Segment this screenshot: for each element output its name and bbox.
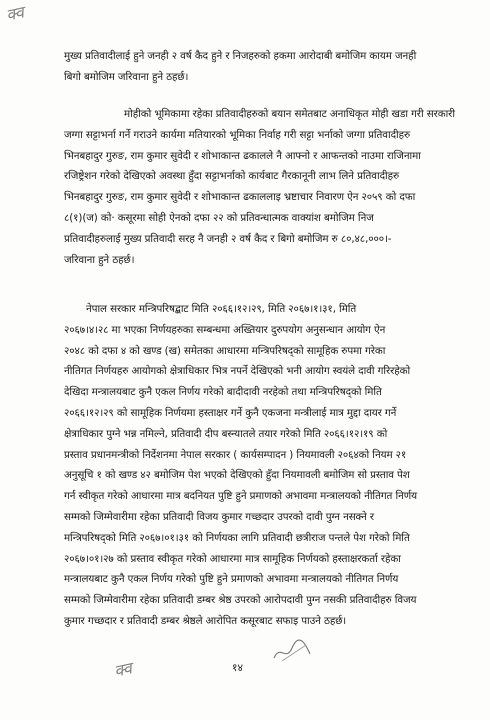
page-number: १४ [232,662,243,674]
text-line: क्षेत्राधिकार पुग्ने भन्न नमिल्ने, प्रतिवादी दीप बस्न्यातले तयार गरेको मिति २०६६।१२।१९ को [64,427,388,440]
text-line: अनुसूचि १ को खण्ड ४२ बमोजिम पेश भएको देखिएको हुँदा नियमावली बमोजिम सो प्रस्ताव पेश [64,469,410,482]
paragraph-2 [64,104,464,270]
text-line: मोहीको भूमिकामा रहेका प्रतिवादीहरुको बयान समेतबाट अनाधिकृत मोही खडा गरी सरकारी [124,108,455,120]
text-line: ८(१)(ज) को· कसूरमा सोही ऐनको दफा २२ को प्रतिवन्धात्मक वाक्यांश बमोजिम निज [64,211,374,224]
text-line: नेपाल सरकार मन्त्रिपरिषद्बाट मिति २०६६।१२।२९, मिति २०६७।१।३१, मिति [86,303,357,315]
text-line: देखिदा मन्त्रालयबाट कुनै एकल निर्णय गरेको बादीदावी नरहेको तथा मन्त्रिपरिषद्को मिति [64,386,382,399]
text-line: २०६७।४।२८ मा भएका निर्णयहरुका सम्बन्धमा अख्तियार दुरुपयोग अनुसन्धान आयोग ऐन [64,323,386,336]
text-line: जग्गा सट्टाभर्ना गर्ने गराउने कार्यमा मतियारको भूमिका निर्वाह गरी सट्टा भर्नाको जग्गा प्रतिवादीहरु [64,128,411,141]
text-line: जरिवाना हुने ठहर्छ। [64,253,135,266]
text-line: प्रतिवादीहरुलाई मुख्य प्रतिवादी सरह नै जनही २ वर्ष कैद र बिगो बमोजिम रु ८०,४८,०००।- [64,232,392,245]
text-line: २०६६।१२।२९ को सामूहिक निर्णयमा हस्ताक्षर गर्ने कुनै एकजना मन्त्रीलाई मात्र मुद्दा दायर गर्ने [64,406,397,419]
text-line: प्रस्ताव प्रधानमन्त्रीको निर्देशनमा नेपाल सरकार ( कार्यसम्पादन ) नियमावली २०६४को नियम २१ [64,448,407,461]
margin-initial-bottom: क्व [112,658,134,681]
handwritten-signature [270,636,316,666]
text-line: बिगो बमोजिम जरिवाना हुने ठहर्छ। [64,70,189,83]
text-line: २०४८ को दफा ४ को खण्ड (ख) समेतका आधारमा मन्त्रिपरिषद्‌को सामूहिक रुपमा गरेका [64,344,386,357]
text-line: २०६७।०१।२७ को प्रस्ताव स्वीकृत गरेको आधारमा मात्र सामूहिक निर्णयको हस्ताक्षरकर्ता रहेका [64,552,401,565]
margin-initial-top: क्व [4,2,26,25]
text-line: भिनबहादुर गुरुङ, राम कुमार सुवेदी र शोभाकान्त ढकालले नै आफ्नो र आफन्तको नाउमा राजिनामा [64,149,421,162]
text-line: मन्त्रालयबाट कुनै एकल निर्णय गरेको पुष्टि हुने प्रमाणको अभावमा मन्त्रालयको नीतिगत निर्णय [64,573,399,586]
text-line: सम्मको जिम्मेवारीमा रहेका प्रतिवादी विजय कुमार गच्छदार उपरको दावी पुग्न नसक्ने र [64,510,374,523]
text-line: नीतिगत निर्णयहरु आयोगको क्षेत्राधिकार भित्र नपर्ने देखिएको भनी आयोग स्वयंले दावी गरिरहेको [64,365,411,378]
text-line: मुख्य प्रतिवादीलाई हुने जनही २ वर्ष कैद हुने र निजहरुको हकमा आरोदाबी बमोजिम कायम जनही [64,50,417,62]
text-line: सम्मको जिम्मेवारीमा रहेका प्रतिवादी डम्बर श्रेष्ठ उपरको आरोपदावी पुग्न नसकी प्रतिवादीहरु विजय [64,594,417,607]
text-line: मन्त्रिपरिषद्को मिति २०६७।०१।३१ को निर्णयका लागि प्रतिवादी छत्रीराज पन्तले पेश गरेको मिति [64,531,410,544]
text-line: कुमार गच्छदार र प्रतिवादी डम्बर श्रेष्ठले आरोपित कसूरबाट सफाइ पाउने ठहर्छ। [64,614,347,627]
paragraph-1 [64,46,464,88]
text-line: भिनबहादुर गुरुङ, राम कुमार सुवेदी र शोभाकान्त ढकाललाइ भ्रष्टाचार निवारण ऐन २०५९ को दफा [64,191,416,204]
paragraph-3 [64,299,464,632]
text-line: गर्न स्वीकृत गरेको आधारमा मात्र बदनियत पुष्टि हुने प्रमाणको अभावमा मन्त्रालयको नीतिगत निर्णय [64,490,417,503]
text-line: रजिष्ट्रेशन गरेको देखिएको अवस्था हुँदा सट्टाभर्नाको कार्यबाट गैरकानूनी लाभ लिने प्रतिवादीहरु [64,170,400,183]
